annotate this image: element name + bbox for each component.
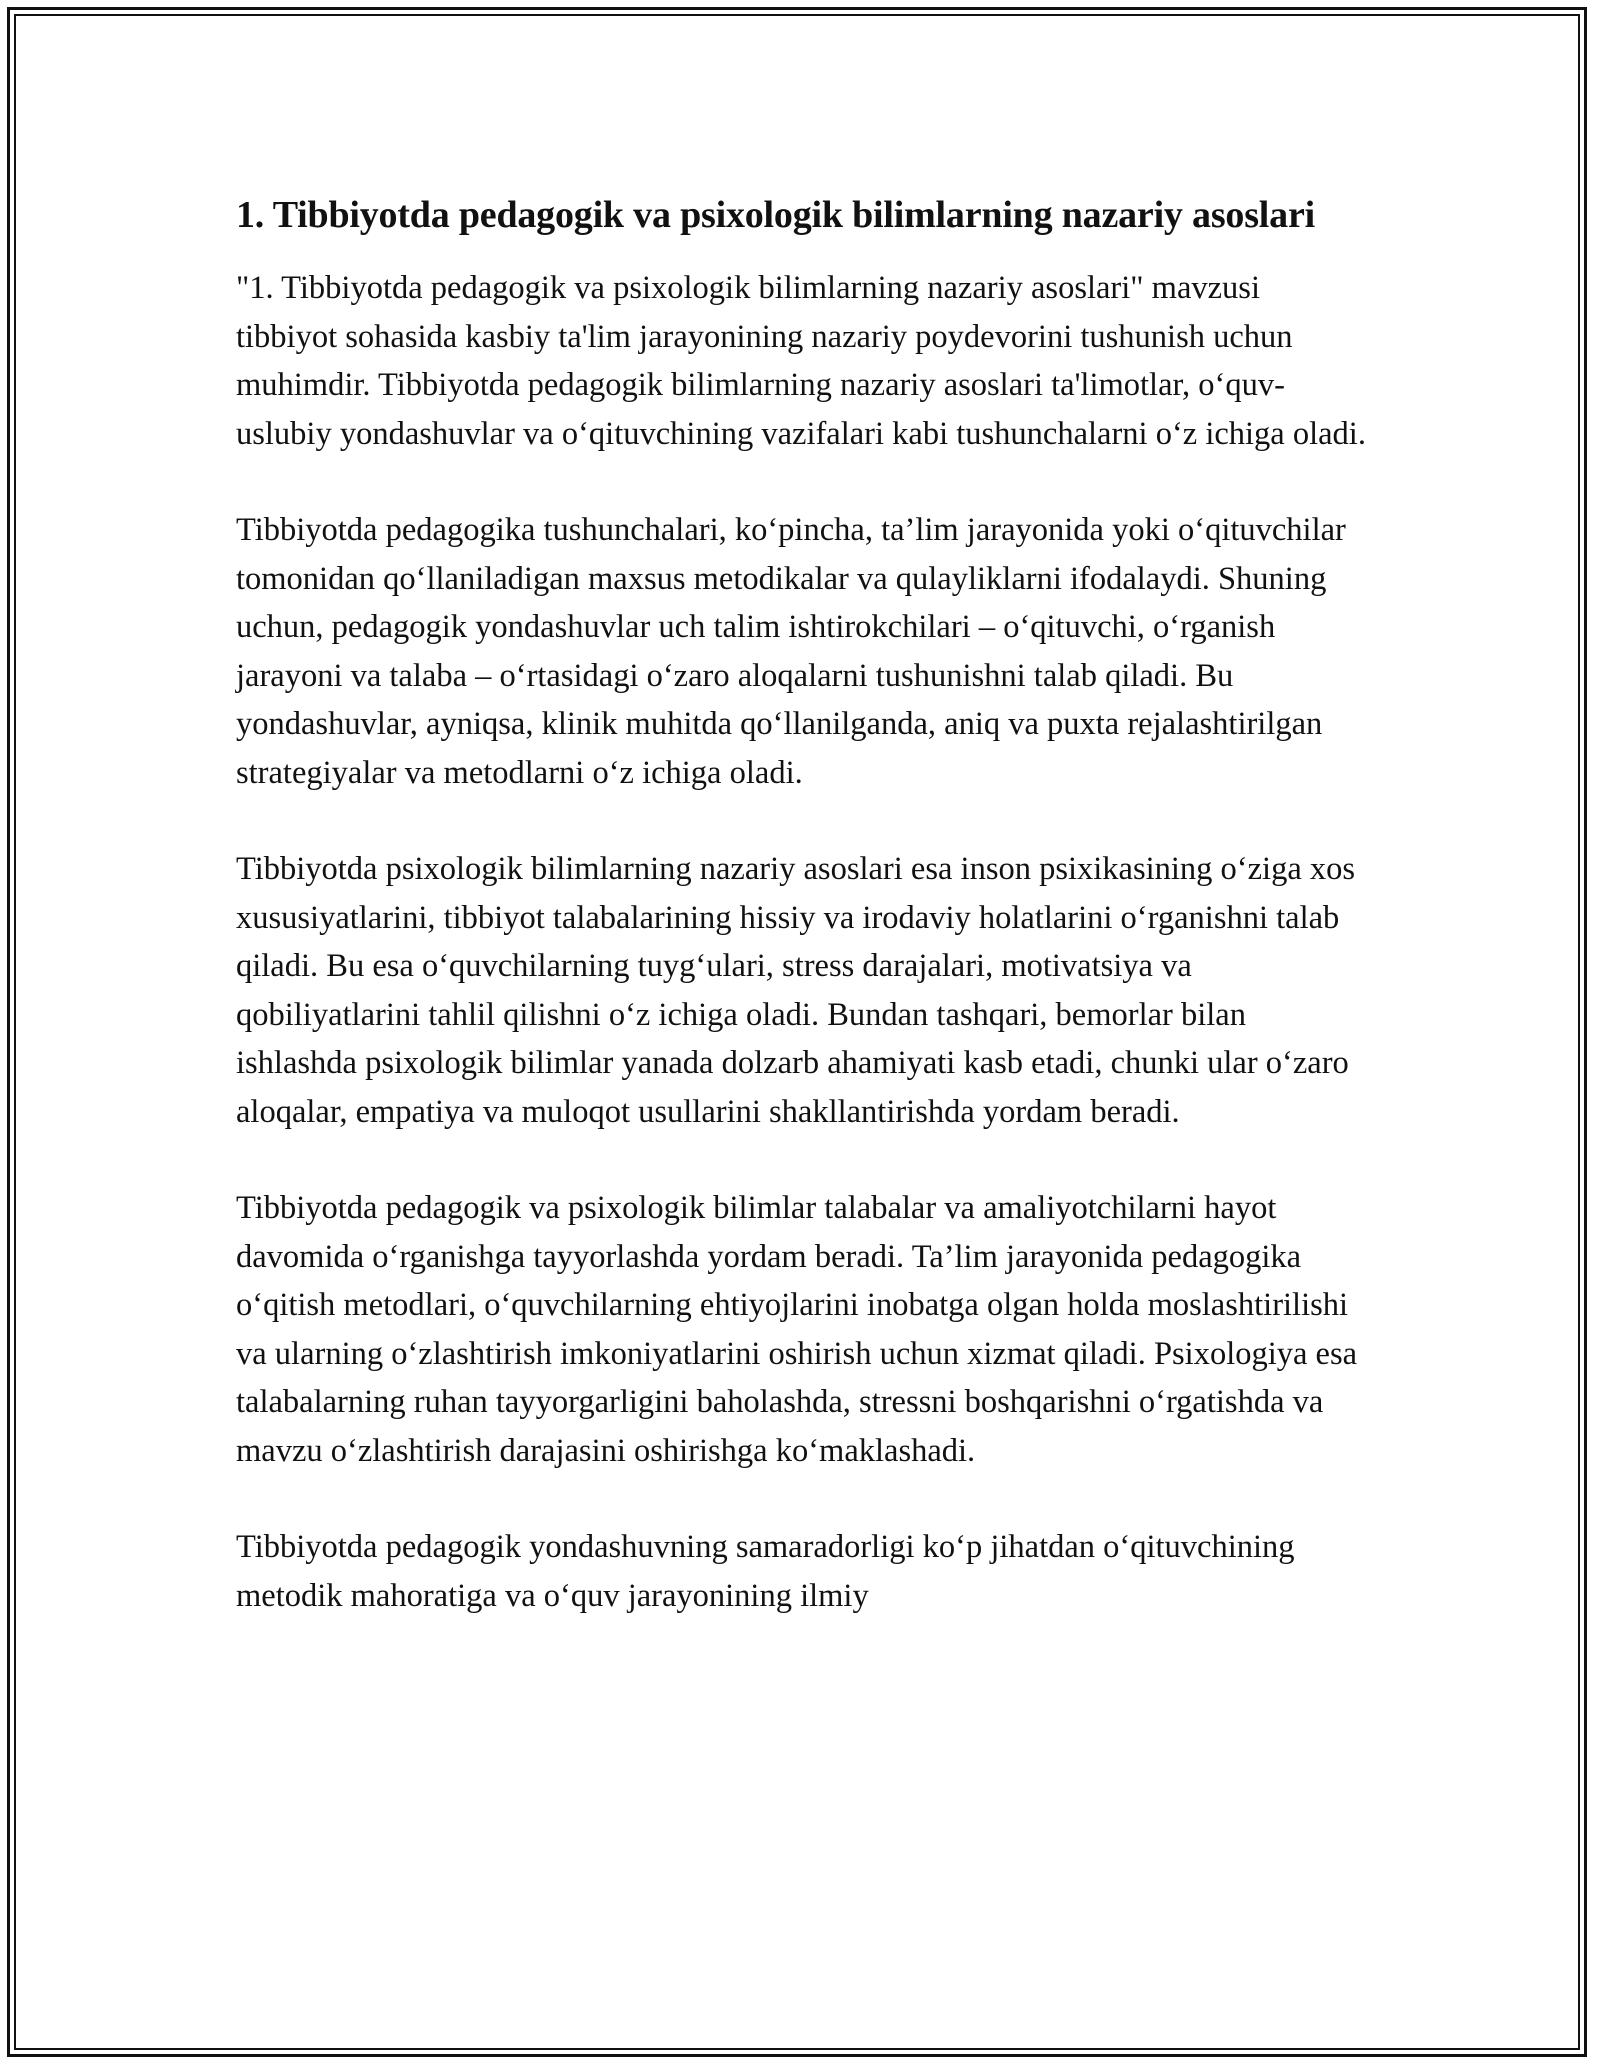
paragraph-1: "1. Tibbiyotda pedagogik va psixologik bilimlarning nazariy asoslari" mavzusi tibbiyot sohasida kasbiy ta'lim jarayonining nazariy poydevorini tushunish uchun muhimdir. Tibbiyotda pedagogik bilimlarning nazariy asoslari ta'limotlar, o‘quv-uslubiy yondashuvlar va o‘qituvchining vazifalari kabi tushunchalarni o‘z ichiga oladi. [236,270,1366,452]
section-heading: 1. Tibbiyotda pedagogik va psixologik bilimlarning nazariy asoslari [236,194,1315,236]
paragraph-3: Tibbiyotda psixologik bilimlarning nazariy asoslari esa inson psixikasining o‘ziga xos xususiyatlarini, tibbiyot talabalarining hissiy va irodaviy holatlarini o‘rganishni talab qiladi. Bu esa o‘quvchilarning tuyg‘ulari, stress darajalari, motivatsiya va qobiliyatlarini tahlil qilishni o‘z ichiga oladi. Bundan tashqari, bemorlar bilan ishlashda psixologik bilimlar yanada dolzarb ahamiyati kasb etadi, chunki ular o‘zaro aloqalar, empatiya va muloqot usullarini shakllantirishda yordam beradi. [236,851,1356,1130]
paragraph-5: Tibbiyotda pedagogik yondashuvning samaradorligi ko‘p jihatdan o‘qituvchining metodik mahoratiga va o‘quv jarayonining ilmiy [236,1529,1295,1614]
document-body [236,188,1366,1668]
paragraph-4: Tibbiyotda pedagogik va psixologik bilimlar talabalar va amaliyotchilarni hayot davomida o‘rganishga tayyorlashda yordam beradi. Ta’lim jarayonida pedagogika o‘qitish metodlari, o‘quvchilarning ehtiyojlarini inobatga olgan holda moslashtirilishi va ularning o‘zlashtirish imkoniyatlarini oshirish uchun xizmat qiladi. Psixologiya esa talabalarning ruhan tayyorgarligini baholashda, stressni boshqarishni o‘rgatishda va mavzu o‘zlashtirish darajasini oshirishga ko‘maklashadi. [236,1190,1358,1469]
paragraph-2: Tibbiyotda pedagogika tushunchalari, ko‘pincha, ta’lim jarayonida yoki o‘qituvchilar tomonidan qo‘llaniladigan maxsus metodikalar va qulayliklarni ifodalaydi. Shuning uchun, pedagogik yondashuvlar uch talim ishtirokchilari – o‘qituvchi, o‘rganish jarayoni va talaba – o‘rtasidagi o‘zaro aloqalarni tushunishni talab qiladi. Bu yondashuvlar, ayniqsa, klinik muhitda qo‘llanilganda, aniq va puxta rejalashtirilgan strategiyalar va metodlarni o‘z ichiga oladi. [236,512,1346,791]
